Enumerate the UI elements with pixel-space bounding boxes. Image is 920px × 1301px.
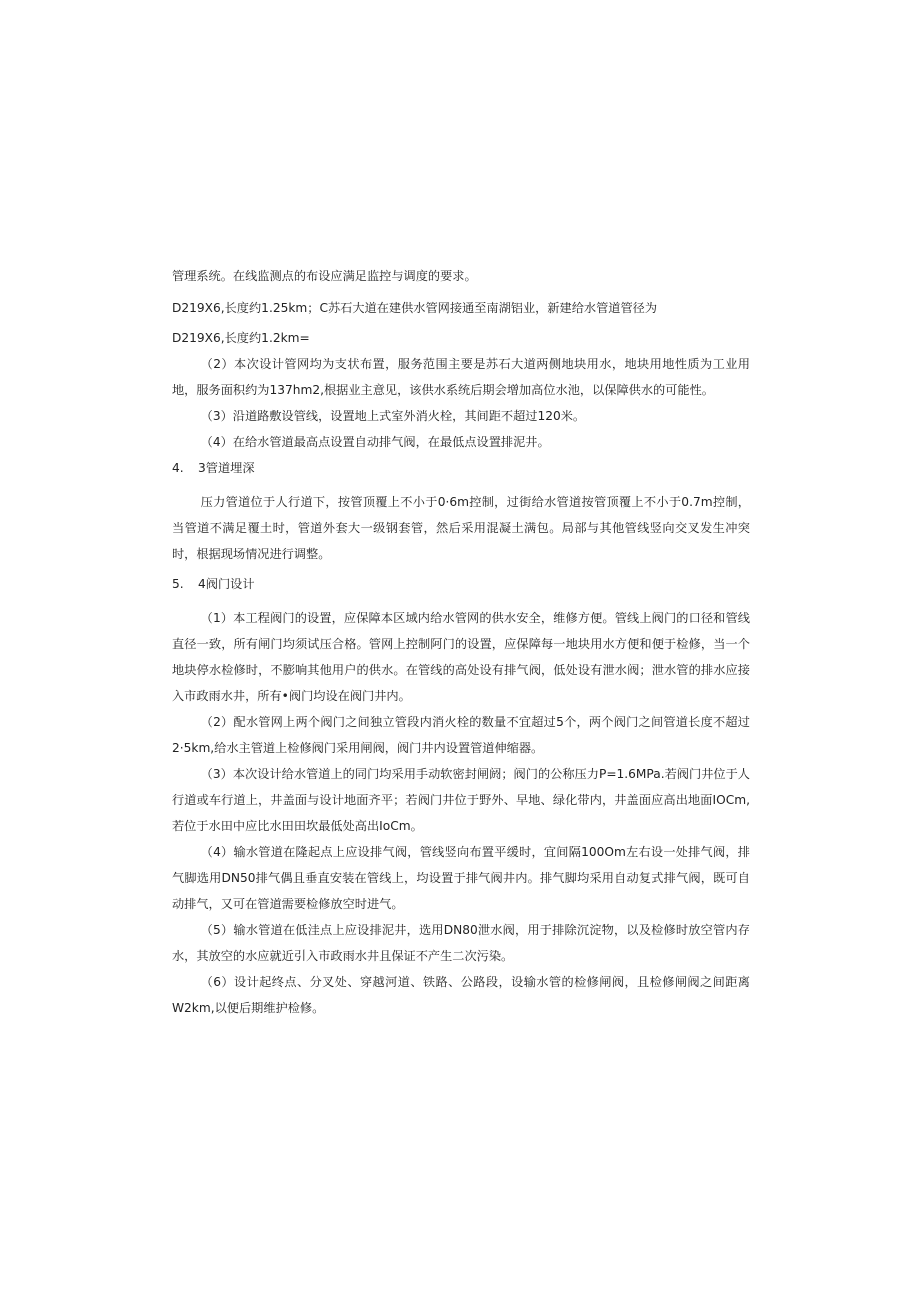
document-body [172, 263, 750, 1021]
section-number: 4. [172, 461, 184, 475]
paragraph-monitoring: 管理系统。在线监测点的布设应满足监控与调度的要求。 [172, 269, 477, 283]
paragraph-item-3: （3）沿道路敷设管线，设置地上式室外消火栓，其间距不超过120米。 [200, 409, 586, 423]
valve-item-6: （6）设计起终点、分叉处、穿越河道、铁路、公路段，设输水管的检修闸阀，且检修闸阀之间距离W2km,以便后期维护检修。 [172, 975, 750, 1015]
section-title: 3管道埋深 [198, 461, 255, 475]
valve-item-3: （3）本次设计给水管道上的同门均采用手动软密封闸阏；阀门的公称压力P=1.6MPa.若阀门井位于人行道或车行道上，井盖面与设计地面齐平；若阀门井位于野外、早地、绿化带内，井盖面应高出地面IOCm,若位于水田中应比水田田坎最低处高出IoCm。 [172, 767, 750, 833]
paragraph-pipe-spec-2: D219X6,长度约1.2km= [172, 331, 310, 345]
paragraph-item-2: （2）本次设计管网均为支状布置，服务范围主要是苏石大道两侧地块用水，地块用地性质为工业用地，服务面积约为137hm2,根据业主意见，该供水系统后期会增加高位水池，以保障供水的可能性。 [172, 357, 750, 397]
section-title: 4阀门设计 [198, 577, 255, 591]
paragraph-pipe-spec-1: D219X6,长度约1.25km；C苏石大道在建供水管网接通至南湖铝业，新建给水管道管径为 [172, 301, 658, 315]
paragraph-item-4: （4）在给水管道最高点设置自动排气阀，在最低点设置排泥井。 [200, 435, 550, 449]
paragraph-pipe-depth: 压力管道位于人行道下，按管顶覆上不小于0·6m控制，过街给水管道按管顶覆上不小于0.7m控制，当管道不满足覆土时，管道外套大一级钢套管，然后采用混凝土满包。局部与其他管线竖向交叉发生冲突时，根据现场情况进行调整。 [172, 495, 750, 561]
valve-item-5: （5）输水管道在低洼点上应设排泥井，选用DN80泄水阀，用于排除沉淀物，以及检修时放空管内存水，其放空的水应就近引入市政雨水井且保证不产生二次污染。 [172, 923, 750, 963]
section-number: 5. [172, 577, 184, 591]
valve-item-2: （2）配水管网上两个阀门之间独立管段内消火栓的数量不宜超过5个，两个阀门之间管道长度不超过2·5km,给水主管道上检修阀门采用闸阀，阀门井内设置管道伸缩器。 [172, 715, 750, 755]
section-heading-valve-design [172, 571, 750, 597]
section-heading-pipe-depth [172, 455, 750, 481]
valve-item-1: （1）本工程阀门的设置，应保障本区域内给水管网的供水安全，维修方便。管线上阀门的口径和管线直径一致，所有闸门均须试压合格。管网上控制阿门的设置，应保障每一地块用水方便和便于检修，当一个地块停水检修时，不膨响其他用户的供水。在管线的高处设有排气阀，低处设有泄水阀；泄水管的排水应接入市政雨水井，所有•阀门均设在阀门井内。 [172, 611, 750, 703]
valve-item-4: （4）输水管道在隆起点上应设排气阀，管线竖向布置平缓时，宜间隔100Om左右设一处排气阀，排气脚选用DN50排气偶且垂直安装在管线上，均设置于排气阀井内。排气脚均采用自动复式排气阀，既可自动排气，又可在管道需要检修放空时进气。 [172, 845, 750, 911]
